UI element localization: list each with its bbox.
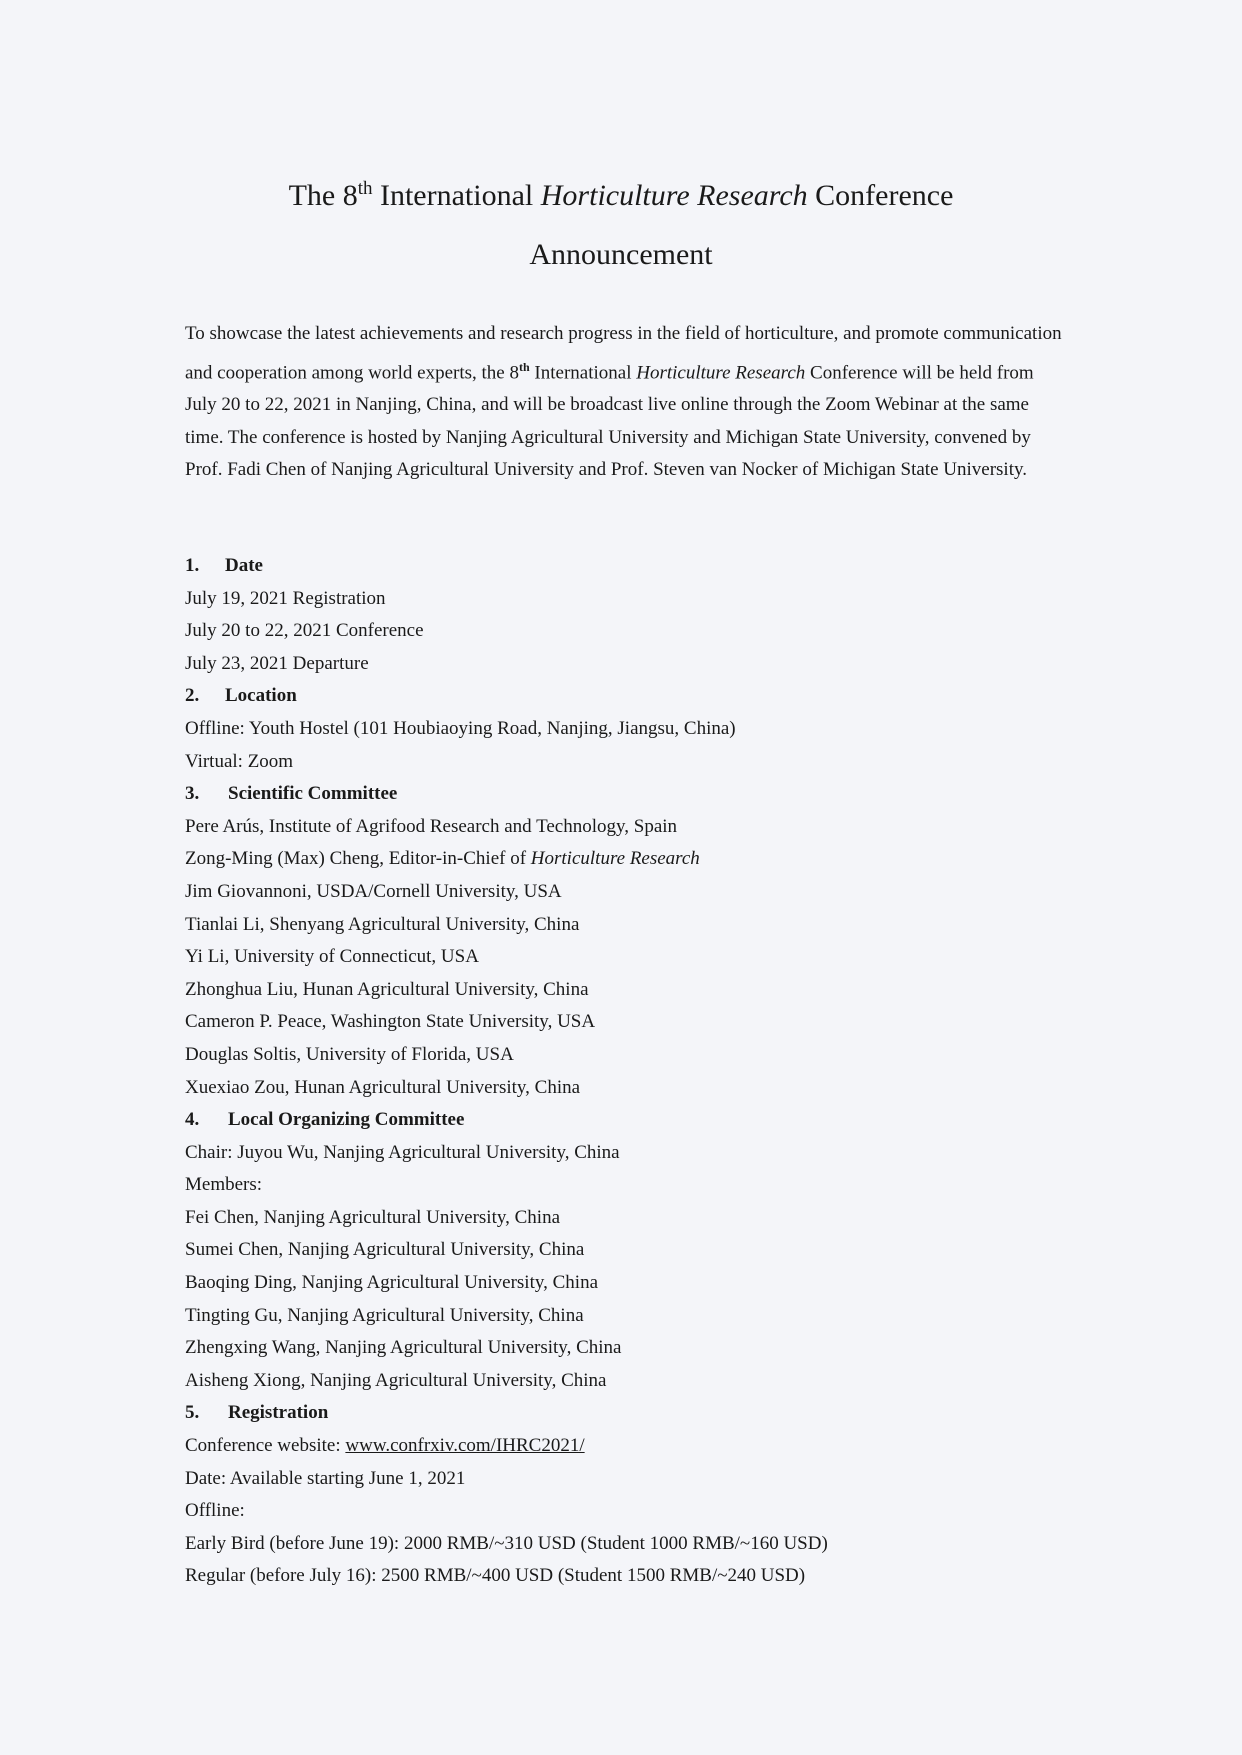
committee-member: Aisheng Xiong, Nanjing Agricultural University, China	[185, 1369, 607, 1391]
section-heading-date	[185, 550, 1065, 583]
document-subtitle: Announcement	[529, 238, 713, 271]
intro-text-1: To showcase the latest achievements and research progress in the field of horticulture, and promote communication and cooperation among world experts, the 8	[185, 323, 1062, 383]
title-superscript: th	[357, 178, 373, 199]
early-bird-fee: Early Bird (before June 19): 2000 RMB/~310 USD (Student 1000 RMB/~160 USD)	[185, 1532, 828, 1554]
section-number: 3.	[185, 783, 200, 805]
committee-member	[185, 843, 1065, 876]
committee-member: Tingting Gu, Nanjing Agricultural University, China	[185, 1304, 584, 1326]
conference-website-link[interactable]: www.confrxiv.com/IHRC2021/	[345, 1435, 585, 1457]
committee-member: Douglas Soltis, University of Florida, USA	[185, 1043, 514, 1065]
section-number: 2.	[185, 685, 200, 707]
committee-member: Fei Chen, Nanjing Agricultural University, China	[185, 1206, 561, 1228]
intro-paragraph	[185, 318, 1065, 487]
section-heading-registration	[185, 1397, 1065, 1430]
date-line: July 19, 2021 Registration	[185, 587, 386, 609]
section-number: 1.	[185, 555, 200, 576]
date-line: July 23, 2021 Departure	[185, 652, 369, 674]
committee-member: Cameron P. Peace, Washington State University, USA	[185, 1011, 596, 1033]
website-label: Conference website:	[185, 1435, 346, 1457]
committee-member: Tianlai Li, Shenyang Agricultural University, China	[185, 913, 580, 935]
offline-label: Offline:	[185, 1500, 245, 1522]
section-heading-scientific-committee	[185, 778, 1065, 811]
committee-member: Xuexiao Zou, Hunan Agricultural University, China	[185, 1076, 581, 1098]
committee-member: Baoqing Ding, Nanjing Agricultural University, China	[185, 1272, 599, 1294]
committee-member: Pere Arús, Institute of Agrifood Research and Technology, Spain	[185, 815, 678, 837]
intro-text-2: International	[529, 361, 637, 383]
title-suffix: Conference	[807, 179, 954, 212]
section-heading-location	[185, 680, 1065, 713]
intro-journal-name: Horticulture Research	[636, 361, 806, 383]
section-title: Registration	[228, 1402, 329, 1424]
location-line: Offline: Youth Hostel (101 Houbiaoying Road, Nanjing, Jiangsu, China)	[185, 717, 736, 739]
committee-member: Yi Li, University of Connecticut, USA	[185, 946, 479, 968]
section-number: 5.	[185, 1402, 200, 1424]
document-body	[185, 550, 1065, 1593]
website-line	[185, 1430, 1065, 1463]
regular-fee: Regular (before July 16): 2500 RMB/~400 USD (Student 1500 RMB/~240 USD)	[185, 1565, 806, 1587]
title-mid: International	[372, 179, 541, 212]
committee-member: Zhengxing Wang, Nanjing Agricultural University, China	[185, 1337, 622, 1359]
title-journal-name: Horticulture Research	[540, 179, 808, 212]
section-title: Local Organizing Committee	[228, 1109, 465, 1131]
title-prefix: The 8	[288, 179, 358, 212]
date-line: July 20 to 22, 2021 Conference	[185, 620, 424, 642]
committee-chair: Chair: Juyou Wu, Nanjing Agricultural University, China	[185, 1141, 620, 1163]
section-title: Scientific Committee	[228, 783, 398, 805]
committee-member: Sumei Chen, Nanjing Agricultural University, China	[185, 1239, 585, 1261]
committee-member: Jim Giovannoni, USDA/Cornell University, USA	[185, 880, 562, 902]
registration-date: Date: Available starting June 1, 2021	[185, 1467, 466, 1489]
committee-member: Zhonghua Liu, Hunan Agricultural University, China	[185, 978, 589, 1000]
intro-text-3: Conference will be held from July 20 to 22, 2021 in Nanjing, China, and will be broadcast live online through the Zoom Webinar at the same time. The conference is hosted by Nanjing Agricultural University and Michigan State University, convened by Prof. Fadi Chen of Nanjing Agricultural University and Prof. Steven van Nocker of Michigan State University.	[185, 361, 1034, 481]
section-number: 4.	[185, 1109, 200, 1131]
journal-name: Horticulture Research	[530, 848, 700, 870]
section-heading-local-organizing-committee	[185, 1104, 1065, 1137]
members-label: Members:	[185, 1174, 263, 1196]
section-title: Date	[225, 555, 263, 576]
intro-superscript: th	[518, 359, 530, 374]
document-title	[0, 169, 1242, 216]
section-title: Location	[225, 685, 297, 707]
committee-member-text: Zong-Ming (Max) Cheng, Editor-in-Chief of	[185, 848, 531, 870]
location-line: Virtual: Zoom	[185, 750, 294, 772]
